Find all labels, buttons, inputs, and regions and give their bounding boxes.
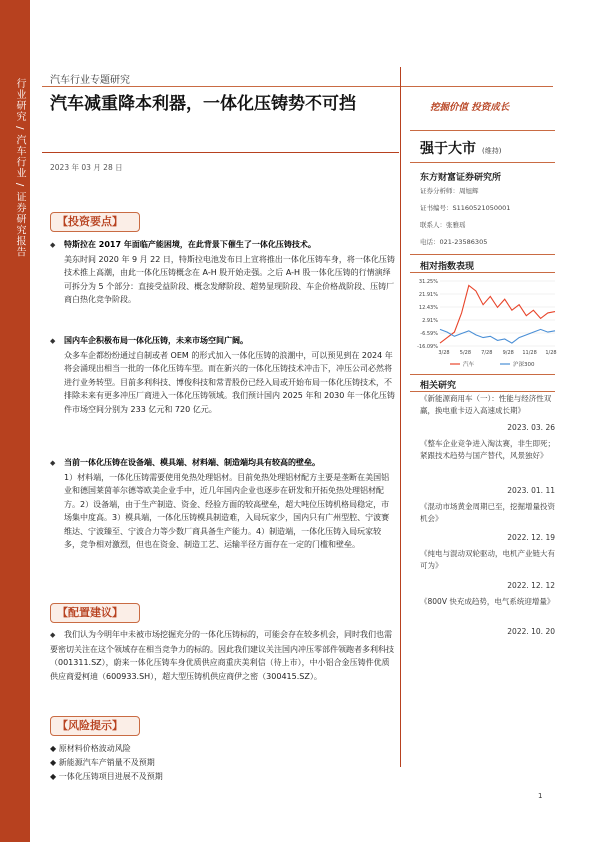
diamond-icon: ◆: [50, 772, 59, 781]
section-config: 【配置建议】: [50, 603, 140, 623]
config-item: [50, 628, 395, 683]
rating-value: 强于大市: [420, 141, 476, 157]
divider: [410, 254, 555, 255]
divider: [410, 130, 555, 131]
diamond-icon: ◆: [50, 337, 56, 345]
point-lead: 特斯拉在 2017 年面临产能困境，在此背景下催生了一体化压铸技术。: [64, 240, 316, 249]
divider: [42, 86, 553, 87]
related-heading: 相关研究: [420, 381, 457, 391]
relative-index-chart: [410, 276, 560, 371]
point-item: [50, 238, 395, 307]
sidebar-text: 行业研究 / 汽车行业 / 证券研究报告: [14, 78, 25, 258]
analyst-line: 联系人：张雅瑶: [420, 221, 466, 229]
risk-text: 新能源汽车产销量不及预期: [58, 758, 155, 767]
risk-item: [50, 756, 155, 770]
risk-item: [50, 742, 131, 756]
y-tick-label: -16.09%: [417, 344, 438, 350]
related-report-date: 2022. 12. 19: [507, 533, 555, 542]
point-lead: 国内车企积极布局一体化压铸，未来市场空间广阔。: [64, 336, 248, 345]
diamond-icon: ◆: [50, 631, 56, 639]
page-title: 汽车减重降本利器，一体化压铸势不可挡: [50, 94, 356, 114]
related-report-date: 2022. 10. 20: [507, 627, 555, 636]
institute: 东方财富证券研究所: [420, 173, 502, 183]
related-report[interactable]: 《800V 快充成趋势，电气系统迎增量》: [420, 597, 555, 606]
related-report[interactable]: 《纯电与混动双轮驱动，电机产业链大有可为》: [420, 549, 555, 570]
y-tick-label: -6.59%: [420, 331, 438, 337]
related-report[interactable]: 《新能源商用车（一）：性能与经济性双赢，换电重卡迈入高速成长期》: [420, 394, 552, 415]
section-invest-highlights: 【投资要点】: [50, 212, 140, 232]
y-tick-label: 12.43%: [418, 305, 438, 311]
section-risk: 【风险提示】: [50, 716, 140, 736]
config-text: 我们认为今明年中未被市场挖掘充分的一体化压铸标的，可能会存在较多机会，同时我们也需要密切关注在这个领域存在相当竞争力的标的。因此我们建议关注国内冲压零部件领跑者多利科技（001311.SZ），蔚来一体化压铸车身优质供应商重庆美利信（待上市），中小铝合金压铸件优质供应商爱柯迪（600933.SH），超大型压铸机供应商伊之密（300415.SZ）。: [50, 630, 394, 681]
risk-item: [50, 770, 163, 784]
divider: [410, 374, 555, 375]
x-tick-label: 7/28: [481, 350, 493, 356]
analyst-line: 证书编号：S1160521050001: [420, 204, 511, 212]
point-item: [50, 456, 395, 552]
related-report[interactable]: 《混动市场黄金周期已至，挖掘增量投资机会》: [420, 502, 555, 523]
rating-note: (维持): [482, 147, 502, 155]
divider: [410, 272, 555, 273]
point-body: 美东时间 2020 年 9 月 22 日，特斯拉电池发布日上宣将推出一体化压铸车身，将一体化压铸技术推上高潮，由此一体化压铸概念在 A-H 股开始走强。之后 A-H 股一体化压铸的行情演绎可拆分为 5 个部分：直接受益阶段、概念发酵阶段、超势显现阶段、车企价格战阶段、压铸厂商白热化竞争阶段。: [64, 254, 395, 304]
point-lead: 当前一体化压铸在设备端、模具端、材料端、制造端均具有较高的壁垒。: [64, 458, 320, 467]
y-tick-label: 31.25%: [418, 279, 438, 285]
risk-text: 一体化压铸项目进展不及预期: [58, 772, 163, 781]
rating: [420, 138, 501, 158]
x-tick-label: 11/28: [522, 350, 537, 356]
related-report-date: 2023. 03. 26: [507, 423, 555, 432]
column-divider: [400, 67, 401, 767]
x-tick-label: 1/28: [545, 350, 557, 356]
point-item: [50, 334, 395, 416]
diamond-icon: ◆: [50, 241, 56, 249]
related-report[interactable]: 《整车企业竞争进入淘汰赛，非生即死；紧跟技术趋势与国产替代，风景独好》: [420, 439, 555, 460]
sidebar: [0, 0, 30, 842]
diamond-icon: ◆: [50, 459, 56, 467]
report-date: 2023 年 03 月 28 日: [50, 163, 123, 172]
related-report-date: 2023. 01. 11: [507, 486, 555, 495]
point-body: 1）材料端，一体化压铸需要使用免热处理铝材。目前免热处理铝材配方主要是垄断在美国铝业和德国莱茵菲尔德等欧美企业手中，近几年国内企业也逐步在研发和开拓免热处理铝材配方。2）设备端，由于生产制造、资金、经验方面的较高壁垒，超大吨位压铸机格局稳定，市场集中度高。3）模具端，一体化压铸模具制造难，入局玩家少，国内只有广州型腔、宁波赛维达、宁波臻至、宁波合力等少数厂商具备生产能力。4）制造端，一体化压铸入局玩家较多，竞争相对激烈，但也在资金、制造工艺、运输半径方面存在一定的门槛和壁垒。: [64, 472, 390, 549]
report-category: 汽车行业专题研究: [50, 75, 130, 86]
divider: [410, 391, 555, 392]
y-tick-label: 2.91%: [422, 318, 438, 324]
chart-heading: 相对指数表现: [420, 262, 475, 272]
divider: [42, 152, 399, 153]
x-tick-label: 5/28: [459, 350, 472, 356]
diamond-icon: ◆: [50, 758, 59, 767]
point-body: 众多车企都纷纷通过自制或者 OEM 的形式加入一体化压铸的浪潮中，可以预见到在 2024 年将会涌现出相当一批的一体化压铸车型。而在新兴的一体化压铸技术冲击下，冲压公司必然将进行业务转型。目前多利科技、博俊科技和常青股份已经入局或开始布局一体化压铸技术，不排除未来有更多冲压厂商进入一体化压铸领域。我们预计国内 2025 年和 2030 年一体化压铸件市场空间分别为 233 亿元和 720 亿元。: [64, 350, 395, 414]
related-report-date: 2022. 12. 12: [507, 581, 555, 590]
x-tick-label: 9/28: [502, 350, 514, 356]
risk-text: 原材料价格波动风险: [58, 744, 131, 753]
x-tick-label: 3/28: [438, 350, 450, 356]
diamond-icon: ◆: [50, 744, 59, 753]
divider: [410, 162, 555, 163]
slogan: 挖掘价值 投资成长: [430, 102, 510, 113]
y-tick-label: 21.91%: [418, 292, 438, 298]
series-line-1: [440, 329, 555, 343]
page-number: 1: [538, 792, 543, 800]
analyst-line: 电话：021-23586305: [420, 238, 488, 246]
analyst-line: 证券分析师：周旭辉: [420, 187, 479, 195]
legend-label: 沪深300: [513, 362, 535, 368]
legend-label: 汽车: [463, 362, 475, 368]
